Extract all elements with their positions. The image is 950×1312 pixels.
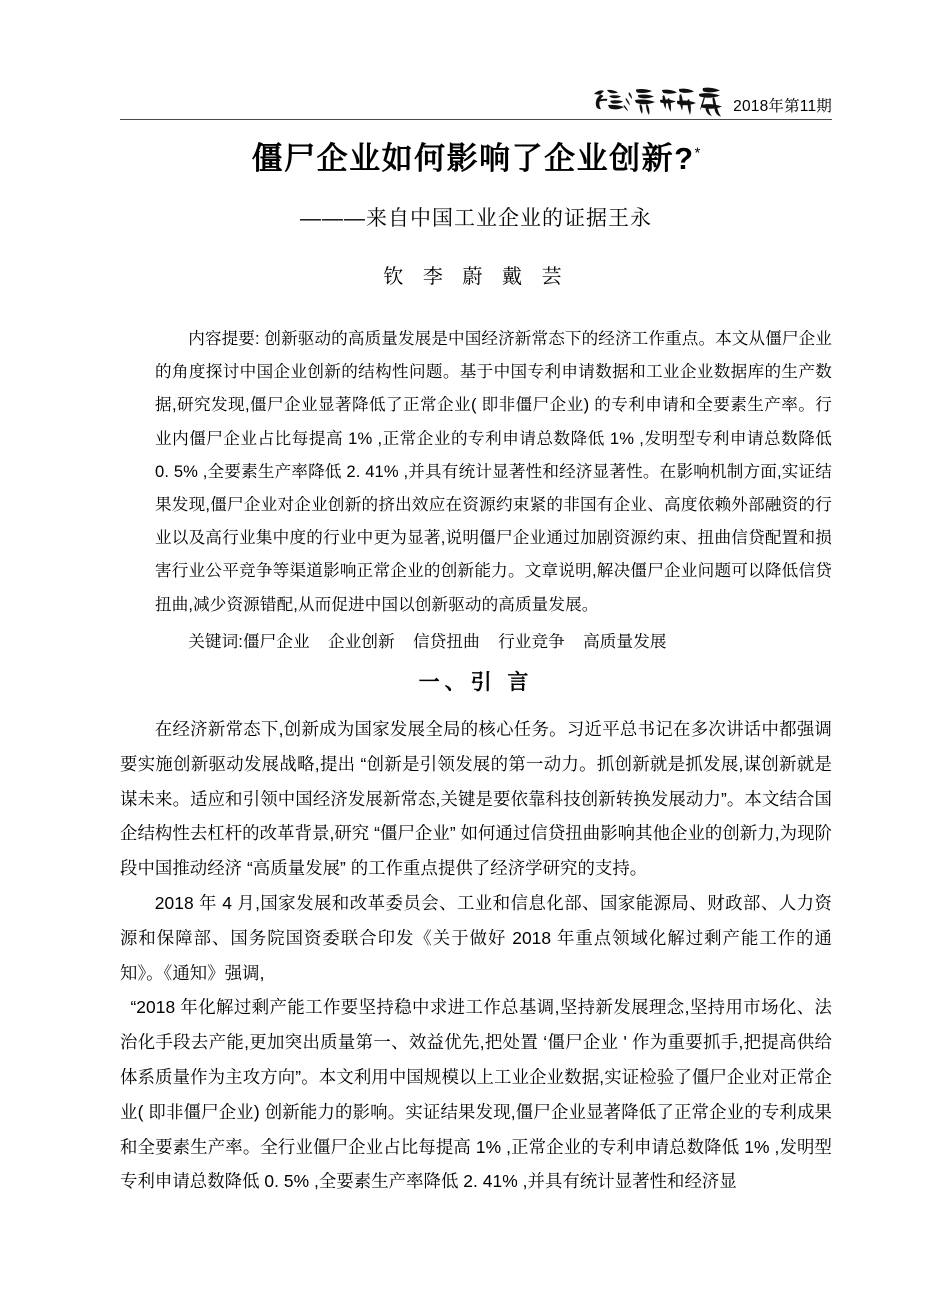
keyword-item: 僵尸企业 — [242, 631, 310, 651]
issue-label: 2018年第11期 — [733, 97, 832, 115]
abstract-paragraph — [155, 322, 832, 621]
body-text-block — [120, 712, 832, 1199]
page-title — [252, 140, 701, 179]
author-list: 钦 李 蔚 戴 芸 — [383, 266, 569, 289]
article-title-text: 僵尸企业如何影响了企业创新? — [251, 141, 695, 176]
article-subtitle: ———来自中国工业企业的证据王永 — [300, 206, 652, 230]
keywords-line — [155, 625, 832, 658]
keyword-item: 企业创新 — [328, 631, 395, 651]
keyword-item: 信贷扭曲 — [413, 631, 480, 651]
body-paragraph: “2018 年化解过剩产能工作要坚持稳中求进工作总基调,坚持新发展理念,坚持用市场化、法治化手段去产能,更加突出质量第一、效益优先,把处置 ‘僵尸企业 ' 作为重要抓手,把提高供给体系质量作为主攻方向”。本文利用中国规模以上工业企业数据,实证检验了僵尸企业对正常企业( 即非僵尸企业) 创新能力的影响。实证结果发现,僵尸企业显著降低了正常企业的专利成果和全要素生产率。全行业僵尸企业占比每提高 1% ,正常企业的专利申请总数降低 1% ,发明型专利申请总数降低 0. 5% ,全要素生产率降低 2. 41% ,并具有统计显著性和经济显 — [120, 997, 832, 1192]
body-paragraph: 2018 年 4 月,国家发展和改革委员会、工业和信息化部、国家能源局、财政部、人力资源和保障部、国务院国资委联合印发《关于做好 2018 年重点领域化解过剩产能工作的通知》。《通知》强调, — [120, 892, 832, 983]
title-footnote-marker: * — [694, 144, 701, 162]
page-masthead — [120, 78, 832, 120]
abstract-body: 创新驱动的高质量发展是中国经济新常态下的经济工作重点。本文从僵尸企业的角度探讨中国企业创新的结构性问题。基于中国专利申请数据和工业企业数据库的生产数据,研究发现,僵尸企业显著降低了正常企业( 即非僵尸企业) 的专利申请和全要素生产率。行业内僵尸企业占比每提高 1% ,正常企业的专利申请总数降低 1% ,发明型专利申请总数降低 0. 5% ,全要素生产率降低 2. 41% ,并具有统计显著性和经济显著性。在影响机制方面,实证结果发现,僵尸企业对企业创新的挤出效应在资源约束紧的非国有企业、高度依赖外部融资的行业以及高行业集中度的行业中更为显著,说明僵尸企业通过加剧资源约束、扭曲信贷配置和损害行业公平竞争等渠道影响正常企业的创新能力。文章说明,解决僵尸企业问题可以降低信贷扭曲,减少资源错配,从而促进中国以创新驱动的高质量发展。 — [155, 329, 832, 614]
title-block — [120, 140, 832, 289]
keywords-label: 关键词: — [188, 631, 243, 651]
body-paragraph: 在经济新常态下,创新成为国家发展全局的核心任务。习近平总书记在多次讲话中都强调要实施创新驱动发展战略,提出 “创新是引领发展的第一动力。抓创新就是抓发展,谋创新就是谋未来。适应和引领中国经济发展新常态,关键是要依靠科技创新转换发展动力”。本文结合国企结构性去杠杆的改革背景,研究 “僵尸企业” 如何通过信贷扭曲影响其他企业的创新力,为现阶段中国推动经济 “高质量发展” 的工作重点提供了经济学研究的支持。 — [120, 719, 832, 879]
keyword-item: 高质量发展 — [583, 631, 667, 651]
abstract-block — [155, 322, 832, 658]
abstract-label: 内容提要: — [188, 329, 260, 348]
section-heading-introduction: 一、引 言 — [418, 671, 534, 694]
keyword-item: 行业竞争 — [498, 631, 565, 651]
journal-logo-icon — [591, 83, 727, 117]
